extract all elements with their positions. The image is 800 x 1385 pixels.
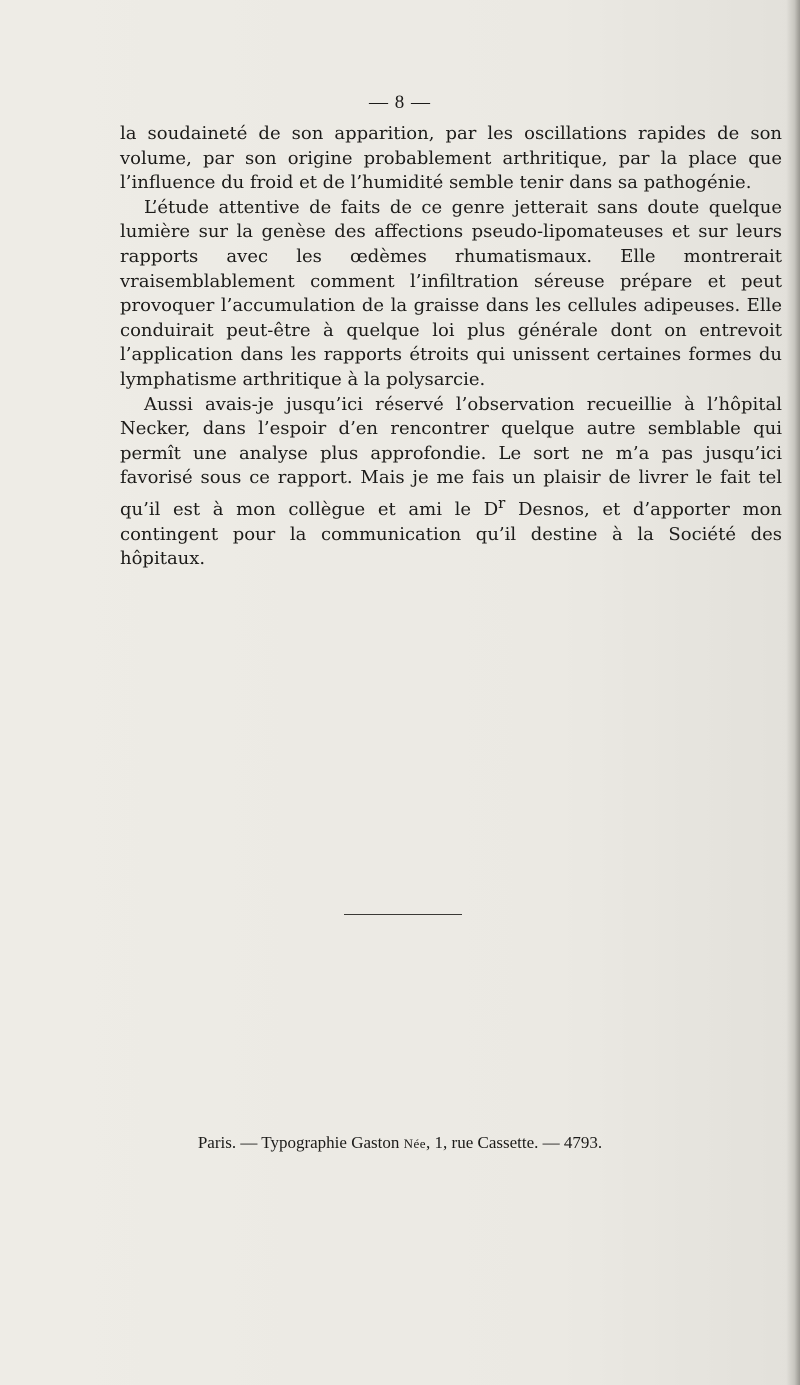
paragraph-2: L’étude attentive de faits de ce genre jetterait sans doute quelque lumière sur la genèse des affections pseudo-lipomateuses et sur leurs rapports avec les œdèmes rhumatismaux. Elle montrerait vraisemblablement comment l’infiltration séreuse prépare et peut provoquer l’accumulation de la graisse dans les cellules adipeuses. Elle conduirait peut-être à quelque loi plus générale dont on entrevoit l’application dans les rapports étroits qui unissent certaines formes du lymphatisme arthritique à la polysarcie. bbox=[120, 196, 782, 390]
imprint-suffix: , 1, rue Cassette. — 4793. bbox=[426, 1133, 603, 1152]
section-divider bbox=[344, 914, 462, 915]
paragraph-3 bbox=[120, 393, 782, 572]
paragraph-3-text-after-title: Desnos, et d’apporter mon contingent pour la communication qu’il destine à la Société des hôpitaux. bbox=[120, 498, 782, 570]
page-edge-shadow bbox=[786, 0, 800, 1385]
imprint-prefix: Paris. — Typographie Gaston bbox=[197, 1133, 404, 1152]
printer-name: Née bbox=[403, 1136, 427, 1151]
printer-imprint bbox=[0, 1133, 800, 1153]
body-text bbox=[120, 122, 782, 572]
paragraph-3-text-before-title: Aussi avais-je jusqu’ici réservé l’observation recueillie à l’hôpital Necker, dans l’espoir d’en rencontrer quelque autre semblable qui permît une analyse plus approfondie. Le sort ne m’a pas jusqu’ici favorisé sous ce rapport. Mais je me fais un plaisir de livrer le fait tel qu’il est à mon collègue et ami le D bbox=[120, 393, 782, 520]
paragraph-1: la soudaineté de son apparition, par les oscillations rapides de son volume, par son origine probablement arthritique, par la place que l’influence du froid et de l’humidité semble tenir dans sa pathogénie. bbox=[120, 123, 782, 194]
page-number: — 8 — bbox=[369, 92, 431, 113]
doctor-title-superscript: r bbox=[498, 493, 506, 512]
